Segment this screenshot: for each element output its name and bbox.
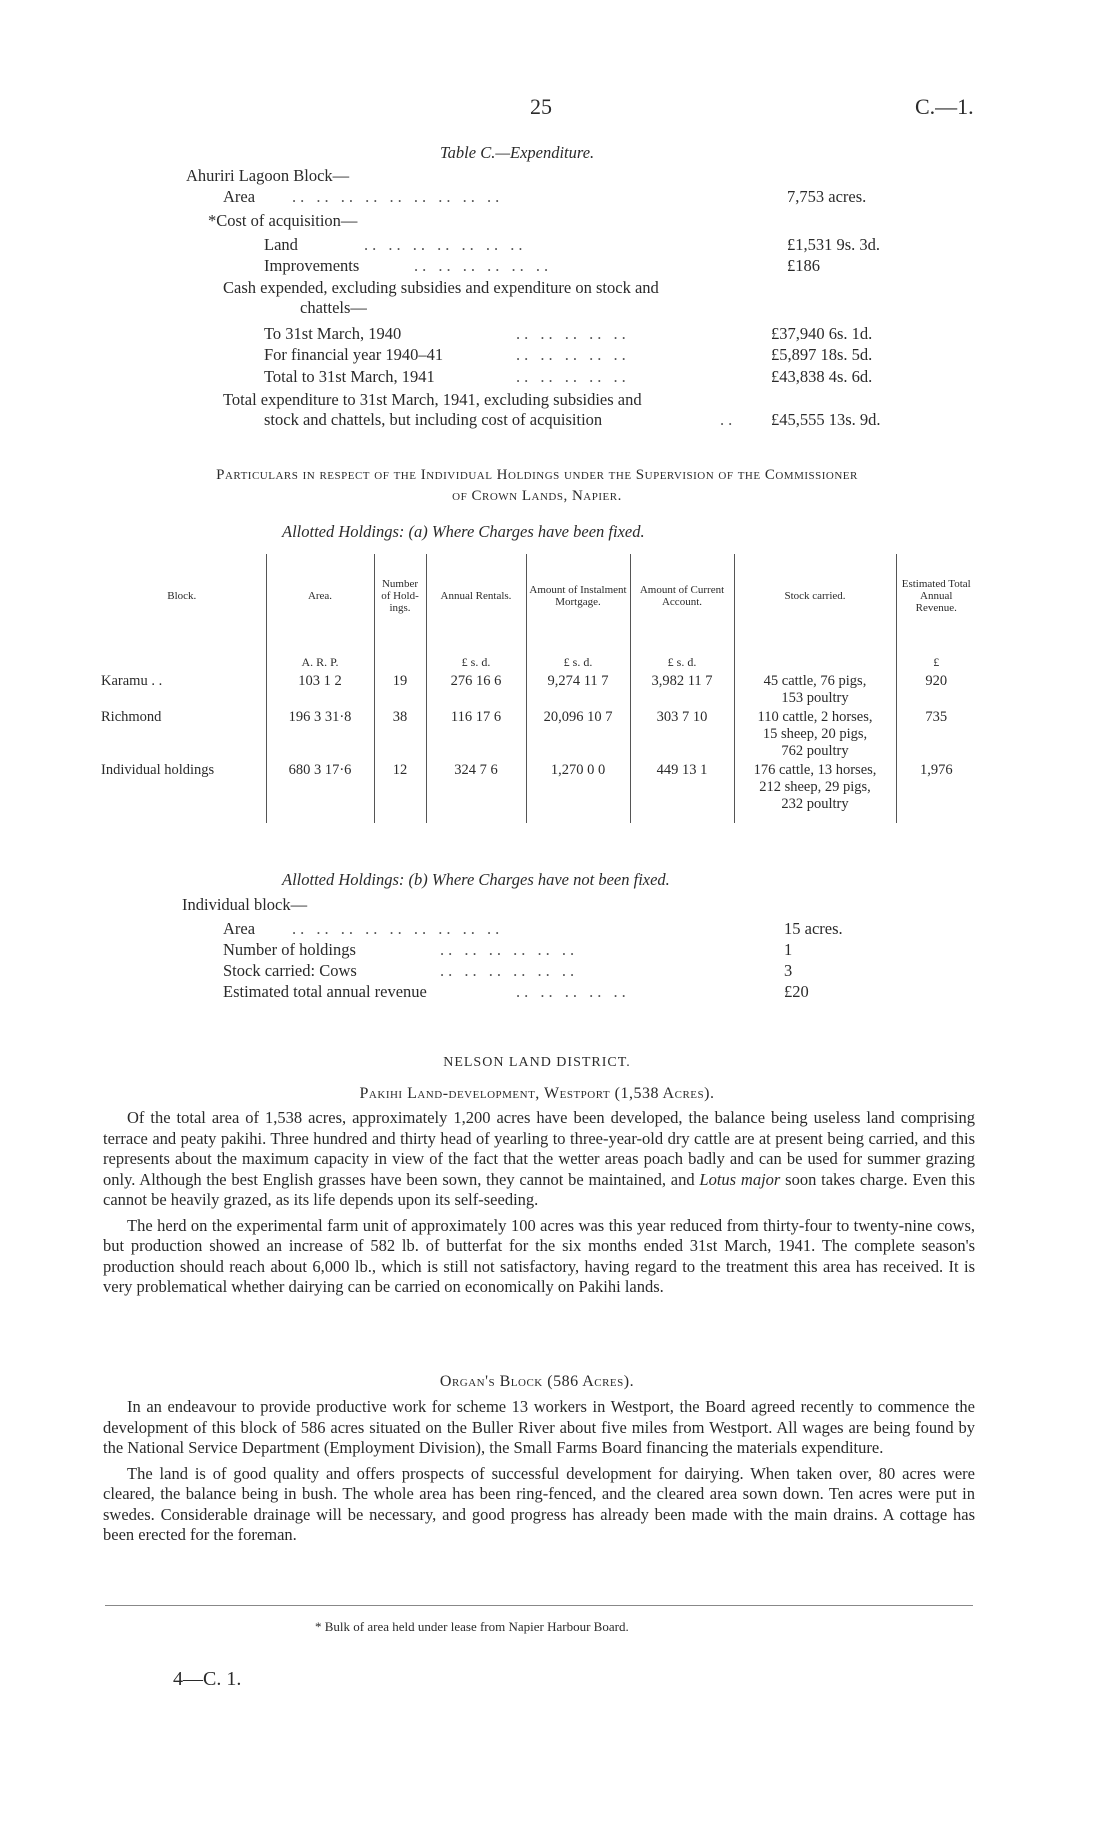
unit-area: A. R. P. <box>266 638 374 671</box>
fy-label: For financial year 1940–41 <box>264 345 444 364</box>
stock-line: 212 sheep, 29 pigs, <box>759 779 871 795</box>
cell-holdings: 38 <box>374 707 426 760</box>
units-row <box>98 638 976 671</box>
b-stock-value: 3 <box>784 961 793 980</box>
leader-dots: .. .. .. .. .. <box>516 982 630 1001</box>
page-number: 25 <box>530 94 552 119</box>
total-expenditure-label: Total expenditure to 31st March, 1941, excluding subsidies and <box>223 390 642 409</box>
organ-section <box>103 1397 975 1546</box>
cell-block: Individual holdings <box>101 762 215 778</box>
table-row <box>98 760 976 813</box>
table-row <box>98 707 976 760</box>
cell-current: 303 7 10 <box>630 707 734 760</box>
subtitle-b: Allotted Holdings: (b) Where Charges have not been fixed. <box>282 870 670 889</box>
paragraph <box>103 1108 975 1211</box>
signature-mark: 4—C. 1. <box>173 1668 242 1690</box>
cash-label: Cash expended, excluding subsidies and expenditure on stock and <box>223 278 659 297</box>
total-expenditure-label-cont: stock and chattels, but including cost of acquisition <box>264 410 603 429</box>
stock-line: 45 cattle, 76 pigs, <box>763 673 867 689</box>
italic-term: Lotus major <box>699 1169 781 1189</box>
table-c-title: Table C.—Expenditure. <box>440 143 595 162</box>
col-header-area: Area. <box>266 554 374 638</box>
b-holdings-value: 1 <box>784 940 793 959</box>
leader-dots: .. .. .. .. .. .. <box>440 961 579 980</box>
cost-label: *Cost of acquisition— <box>208 211 358 230</box>
table-row <box>98 671 976 707</box>
cell-area: 196 3 31·8 <box>266 707 374 760</box>
cell-area: 103 1 2 <box>266 671 374 707</box>
paragraph: The land is of good quality and offers prospects of successful development for dairying. When taken over, 80 acres were cleared, the balance being in bush. The whole area has been ring-fenced, and the cleared area sown down. Ten acres were put in swedes. Considerable drainage will be necessary, and good progress has already been made with the main drains. A cottage has been erected for the foreman. <box>103 1463 975 1544</box>
cell-block: Richmond <box>101 709 162 725</box>
stock-line: 153 poultry <box>781 690 849 706</box>
cash-label-cont: chattels— <box>300 298 367 317</box>
leader-dots: .. <box>720 410 737 429</box>
leader-dots: .. .. .. .. .. .. .. .. .. <box>292 919 504 938</box>
cell-rentals: 324 7 6 <box>426 760 526 813</box>
b-revenue-label: Estimated total annual revenue <box>223 982 427 1001</box>
organ-heading: Organ's Block (586 Acres). <box>439 1373 635 1390</box>
cell-revenue: 1,976 <box>896 760 976 813</box>
paragraph: The herd on the experimental farm unit of approximately 100 acres was this year reduced from thirty-four to twenty-nine cows, but production showed an increase of 582 lb. of butterfat for the six months ended 31st March, 1941. The complete season's production should reach about 6,000 lb., which is still not satisfactory, having regard to the treatment this area has received. It is very problematical whether dairying can be carried on economically on Pakihi lands. <box>103 1215 975 1296</box>
b-area-value: 15 acres. <box>784 919 843 938</box>
total-1941-label: Total to 31st March, 1941 <box>264 367 435 386</box>
col-header-mortgage: Amount of Instalment Mortgage. <box>526 554 630 638</box>
stock-line: 232 poultry <box>781 796 849 812</box>
cell-stock <box>734 760 896 813</box>
cell-mortgage: 9,274 11 7 <box>526 671 630 707</box>
fy-value: £5,897 18s. 5d. <box>771 345 873 364</box>
footnote: * Bulk of area held under lease from Napier Harbour Board. <box>315 1619 629 1634</box>
total-expenditure-value: £45,555 13s. 9d. <box>771 410 881 429</box>
holdings-table <box>98 554 976 823</box>
block-label: Ahuriri Lagoon Block— <box>186 166 350 185</box>
pakihi-heading: Pakihi Land-development, Westport (1,538 Acres). <box>359 1085 715 1102</box>
cell-area: 680 3 17·6 <box>266 760 374 813</box>
cell-holdings: 12 <box>374 760 426 813</box>
cell-mortgage: 20,096 10 7 <box>526 707 630 760</box>
leader-dots: .. .. .. .. .. .. .. <box>364 235 527 254</box>
land-value: £1,531 9s. 3d. <box>787 235 881 254</box>
improvements-label: Improvements <box>264 256 360 275</box>
b-area-label: Area <box>223 919 256 938</box>
total-1941-value: £43,838 4s. 6d. <box>771 367 873 386</box>
b-stock-label: Stock carried: Cows <box>223 961 357 980</box>
col-header-holdings: Number of Hold-ings. <box>374 554 426 638</box>
particulars-title: Particulars in respect of the Individual Holdings under the Supervision of the Commissioner <box>216 467 858 483</box>
stock-line: 176 cattle, 13 horses, <box>753 762 877 778</box>
subtitle-a: Allotted Holdings: (a) Where Charges have been fixed. <box>282 522 645 541</box>
b-revenue-value: £20 <box>784 982 809 1001</box>
cell-rentals: 116 17 6 <box>426 707 526 760</box>
paragraph: In an endeavour to provide productive work for scheme 13 workers in Westport, the Board agreed recently to commence the development of this block of 586 acres situated on the Buller River about five miles from Westport. All wages are being found by the National Service Department (Employment Division), the Small Farms Board financing the materials expenditure. <box>103 1397 975 1457</box>
cell-stock <box>734 671 896 707</box>
document-reference: C.—1. <box>915 94 974 119</box>
stock-line: 110 cattle, 2 horses, <box>757 709 873 725</box>
particulars-title-cont: of Crown Lands, Napier. <box>452 488 622 504</box>
cell-current: 3,982 11 7 <box>630 671 734 707</box>
pakihi-section <box>103 1108 975 1298</box>
cell-rentals: 276 16 6 <box>426 671 526 707</box>
leader-dots: .. .. .. .. .. <box>516 367 630 386</box>
leader-dots: .. .. .. .. .. .. .. .. .. <box>292 187 504 206</box>
paragraph-text: soon takes charge. Even this cannot be heavily grazed, as its life depends upon its self-seeding. <box>103 1169 975 1209</box>
col-header-rentals: Annual Rentals. <box>426 554 526 638</box>
district-heading: NELSON LAND DISTRICT. <box>443 1055 631 1070</box>
col-header-revenue: Estimated Total Annual Revenue. <box>896 554 976 638</box>
table-header-row <box>98 554 976 638</box>
col-header-block: Block. <box>167 590 197 602</box>
improvements-value: £186 <box>787 256 820 275</box>
cell-current: 449 13 1 <box>630 760 734 813</box>
stock-line: 15 sheep, 20 pigs, <box>762 726 868 742</box>
area-label: Area <box>223 187 256 206</box>
cell-mortgage: 1,270 0 0 <box>526 760 630 813</box>
cell-revenue: 735 <box>896 707 976 760</box>
cell-holdings: 19 <box>374 671 426 707</box>
unit-current: £ s. d. <box>630 638 734 671</box>
unit-revenue: £ <box>896 638 976 671</box>
col-header-current: Amount of Current Account. <box>630 554 734 638</box>
to-1940-value: £37,940 6s. 1d. <box>771 324 873 343</box>
area-value: 7,753 acres. <box>787 187 867 206</box>
cell-stock <box>734 707 896 760</box>
unit-mortgage: £ s. d. <box>526 638 630 671</box>
col-header-stock: Stock carried. <box>734 554 896 638</box>
stock-line: 762 poultry <box>781 743 849 759</box>
cell-revenue: 920 <box>896 671 976 707</box>
b-block-label: Individual block— <box>182 895 308 914</box>
leader-dots: .. .. .. .. .. <box>516 345 630 364</box>
unit-rentals: £ s. d. <box>426 638 526 671</box>
land-label: Land <box>264 235 298 254</box>
paragraph-text: Of the total area of 1,538 acres, approximately 1,200 acres have been developed, the balance being useless land comprising terrace and peaty pakihi. Three hundred and thirty head of yearling to three-year-old dry cattle are at present being carried, and this represents about the maximum capacity in view of the fact that the wetter areas poach badly and can be used for summer grazing only. Although the best English grasses have been sown, they cannot be maintained, and <box>103 1108 975 1189</box>
b-holdings-label: Number of holdings <box>223 940 356 959</box>
leader-dots: .. .. .. .. .. .. <box>440 940 579 959</box>
leader-dots: .. .. .. .. .. .. <box>414 256 553 275</box>
to-1940-label: To 31st March, 1940 <box>264 324 402 343</box>
footnote-rule <box>105 1605 973 1606</box>
cell-block: Karamu . . <box>101 673 163 689</box>
leader-dots: .. .. .. .. .. <box>516 324 630 343</box>
